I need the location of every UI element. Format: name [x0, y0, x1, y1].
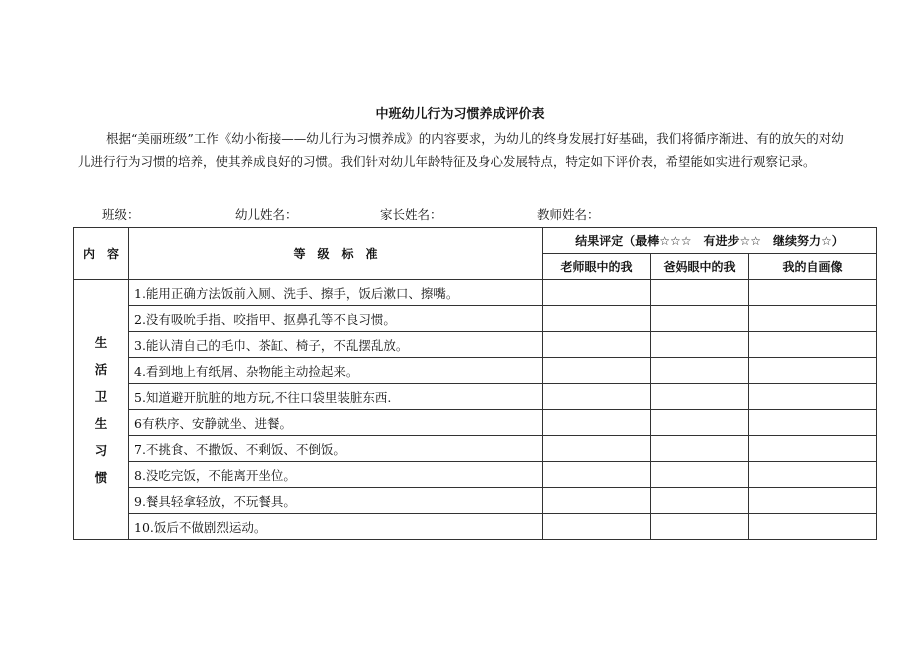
sub-col-self: 我的自画像	[749, 254, 877, 280]
self-rating-cell[interactable]	[749, 332, 877, 358]
table-row	[74, 332, 877, 358]
col-content-header: 内 容	[74, 228, 129, 280]
self-rating-cell[interactable]	[749, 514, 877, 540]
criteria-cell: 7.不挑食、不撒饭、不剩饭、不倒饭。	[129, 436, 543, 462]
self-rating-cell[interactable]	[749, 410, 877, 436]
sub-col-parents: 爸妈眼中的我	[651, 254, 749, 280]
evaluation-table	[73, 227, 877, 540]
teacher-rating-cell[interactable]	[543, 514, 651, 540]
category-char: 活	[94, 361, 108, 377]
self-rating-cell[interactable]	[749, 488, 877, 514]
category-char: 生	[94, 334, 108, 350]
parent-name-label: 家长姓名：	[380, 207, 443, 222]
parent-rating-cell[interactable]	[651, 280, 749, 306]
table-row	[74, 410, 877, 436]
page-title: 中班幼儿行为习惯养成评价表	[375, 107, 545, 122]
intro-paragraph: 根据“美丽班级”工作《幼小衔接——幼儿行为习惯养成》的内容要求，为幼儿的终身发展打好基础，我们将循序渐进、有的放矢的对幼儿进行行为习惯的培养，使其养成良好的习惯。我们针对幼儿年龄特征及身心发展特点，特定如下评价表，希望能如实进行观察记录。	[78, 131, 844, 169]
teacher-rating-cell[interactable]	[543, 306, 651, 332]
teacher-rating-cell[interactable]	[543, 384, 651, 410]
table-row	[74, 462, 877, 488]
teacher-rating-cell[interactable]	[543, 358, 651, 384]
criteria-cell: 6有秩序、安静就坐、进餐。	[129, 410, 543, 436]
table-row	[74, 358, 877, 384]
teacher-rating-cell[interactable]	[543, 332, 651, 358]
table-row	[74, 384, 877, 410]
teacher-rating-cell[interactable]	[543, 488, 651, 514]
self-rating-cell[interactable]	[749, 462, 877, 488]
parent-rating-cell[interactable]	[651, 332, 749, 358]
criteria-cell: 9.餐具轻拿轻放，不玩餐具。	[129, 488, 543, 514]
criteria-cell: 1.能用正确方法饭前入厕、洗手、擦手，饭后漱口、擦嘴。	[129, 280, 543, 306]
category-char: 惯	[94, 469, 108, 485]
self-rating-cell[interactable]	[749, 358, 877, 384]
parent-rating-cell[interactable]	[651, 306, 749, 332]
table-row	[74, 514, 877, 540]
self-rating-cell[interactable]	[749, 306, 877, 332]
result-header: 结果评定（最棒☆☆☆ 有进步☆☆ 继续努力☆）	[543, 228, 877, 254]
table-row	[74, 488, 877, 514]
class-label: 班级：	[102, 207, 140, 222]
teacher-name-label: 教师姓名：	[537, 207, 600, 222]
parent-rating-cell[interactable]	[651, 358, 749, 384]
parent-rating-cell[interactable]	[651, 488, 749, 514]
criteria-cell: 10.饭后不做剧烈运动。	[129, 514, 543, 540]
child-name-label: 幼儿姓名：	[235, 207, 298, 222]
table-row	[74, 436, 877, 462]
criteria-cell: 2.没有吸吮手指、咬指甲、抠鼻孔等不良习惯。	[129, 306, 543, 332]
criteria-cell: 4.看到地上有纸屑、杂物能主动捡起来。	[129, 358, 543, 384]
category-cell	[74, 280, 129, 540]
criteria-cell: 8.没吃完饭，不能离开坐位。	[129, 462, 543, 488]
parent-rating-cell[interactable]	[651, 410, 749, 436]
sub-col-teacher: 老师眼中的我	[543, 254, 651, 280]
parent-rating-cell[interactable]	[651, 462, 749, 488]
table-row	[74, 280, 877, 306]
table-row	[74, 306, 877, 332]
col-criteria-header: 等 级 标 准	[129, 228, 543, 280]
category-char: 生	[94, 415, 108, 431]
parent-rating-cell[interactable]	[651, 436, 749, 462]
criteria-cell: 3.能认清自己的毛巾、茶缸、椅子，不乱摆乱放。	[129, 332, 543, 358]
parent-rating-cell[interactable]	[651, 384, 749, 410]
teacher-rating-cell[interactable]	[543, 280, 651, 306]
criteria-cell: 5.知道避开肮脏的地方玩,不往口袋里装脏东西.	[129, 384, 543, 410]
category-char: 习	[94, 442, 108, 458]
info-line	[0, 205, 920, 225]
teacher-rating-cell[interactable]	[543, 462, 651, 488]
teacher-rating-cell[interactable]	[543, 410, 651, 436]
teacher-rating-cell[interactable]	[543, 436, 651, 462]
category-char: 卫	[94, 388, 108, 404]
self-rating-cell[interactable]	[749, 436, 877, 462]
self-rating-cell[interactable]	[749, 384, 877, 410]
parent-rating-cell[interactable]	[651, 514, 749, 540]
self-rating-cell[interactable]	[749, 280, 877, 306]
